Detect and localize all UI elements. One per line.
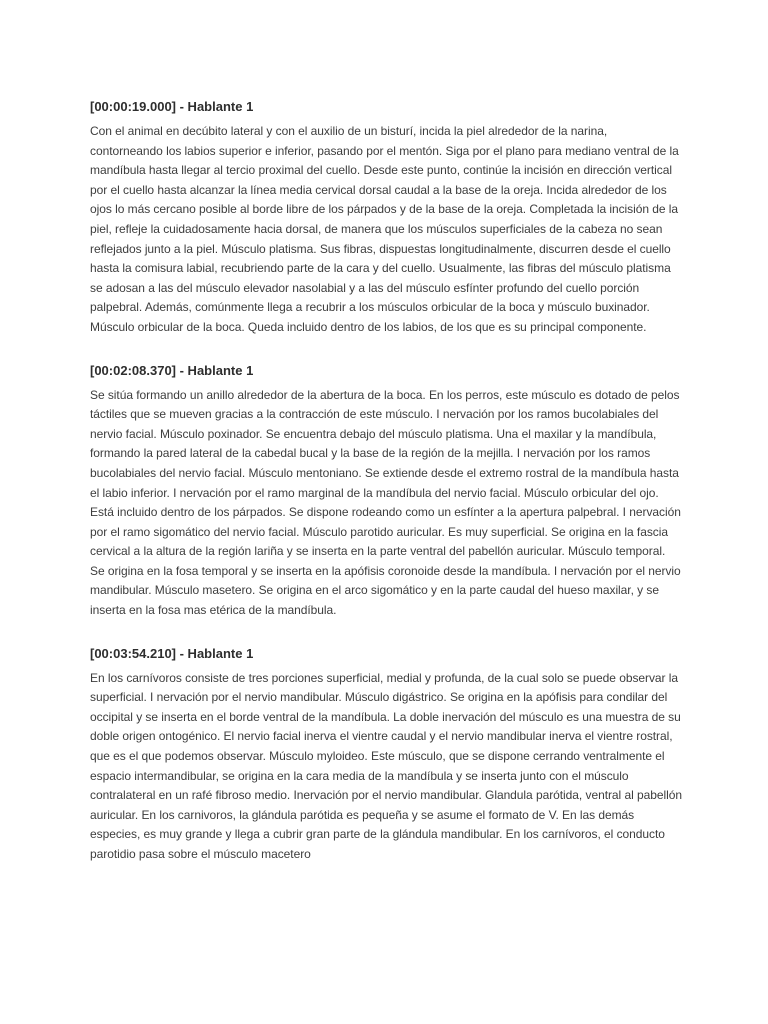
transcript-segment [90,645,682,865]
transcript-segment [90,98,682,338]
transcript-page [90,98,682,889]
segment-timestamp-header: [00:03:54.210] - Hablante 1 [90,645,254,661]
segment-text: En los carnívoros consiste de tres porciones superficial, medial y profunda, de la cual solo se puede observar la superficial. I nervación por el nervio mandibular. Músculo digástrico. Se origina en la apófisis para condilar del occipital y se inserta en el borde ventral de la mandíbula. La doble inervación del músculo es una muestra de su doble origen ontogénico. El nervio facial inerva el vientre caudal y el nervio mandibular inerva el vientre rostral, que es el que podemos observar. Músculo myloideo. Este músculo, que se dispone cerrando ventralmente el espacio intermandibular, se origina en la cara media de la mandíbula y se inserta junto con el músculo contralateral en un rafé fibroso medio. Inervación por el nervio mandibular. Glandula parótida, ventral al pabellón auricular. En los carnivoros, la glándula parótida es pequeña y se asume el formato de V. En las demás especies, es muy grande y llega a cubrir gran parte de la glándula mandibular. En los carnívoros, el conducto parotidio pasa sobre el músculo macetero [90,670,682,861]
segment-timestamp-header: [00:00:19.000] - Hablante 1 [90,99,254,114]
segment-text: Con el animal en decúbito lateral y con el auxilio de un bisturí, incida la piel alrededor de la narina, contorneando los labios superior e inferior, pasando por el mentón. Siga por el plano para mediano ventral de la mandíbula hasta llegar al tercio proximal del cuello. Desde este punto, continúe la incisión en dirección vertical por el cuello hasta alcanzar la línea media cervical dorsal caudal a la base de la oreja. Incida alrededor de los ojos lo más cercano posible al borde libre de los párpados y de la base de la oreja. Completada la incisión de la piel, refleje la cuidadosamente hacia dorsal, de manera que los músculos superficiales de la cabeza no sean reflejados junto a la piel. Músculo platisma. Sus fibras, dispuestas longitudinalmente, discurren desde el cuello hasta la comisura labial, recubriendo parte de la cara y del cuello. Usualmente, las fibras del músculo platisma se adosan a las del músculo elevador nasolabial y a las del músculo esfínter profundo del cuello porción palpebral. Además, comúnmente llega a recubrir a los músculos orbicular de la boca y músculo buxinador. Músculo orbicular de la boca. Queda incluido dentro de los labios, de los que es su principal componente. [90,124,679,334]
segment-text: Se sitúa formando un anillo alrededor de la abertura de la boca. En los perros, este músculo es dotado de pelos táctiles que se mueven gracias a la contracción de este músculo. I nervación por los ramos bucolabiales del nervio facial. Músculo poxinador. Se encuentra debajo del músculo platisma. Una el maxilar y la mandíbula, formando la pared lateral de la cabedal bucal y la base de la región de la mejilla. I nervación por los ramos bucolabiales del nervio facial. Músculo mentoniano. Se extiende desde el extremo rostral de la mandíbula hasta el labio inferior. I nervación por el ramo marginal de la mandíbula del nervio facial. Músculo orbicular del ojo. Está incluido dentro de los párpados. Se dispone rodeando como un esfínter a la apertura palpebral. I nervación por el ramo sigomático del nervio facial. Músculo parotido auricular. Es muy superficial. Se origina en la fascia cervical a la altura de la región lariña y se inserta en la parte ventral del pabellón auricular. Músculo temporal. Se origina en la fosa temporal y se inserta en la apófisis coronoide desde la mandíbula. I nervación por el nervio mandibular. Músculo masetero. Se origina en el arco sigomático y en la parte caudal del hueso maxilar, y se inserta en la fosa mas etérica de la mandíbula. [90,387,681,618]
transcript-segment [90,362,682,621]
segment-timestamp-header: [00:02:08.370] - Hablante 1 [90,362,254,378]
